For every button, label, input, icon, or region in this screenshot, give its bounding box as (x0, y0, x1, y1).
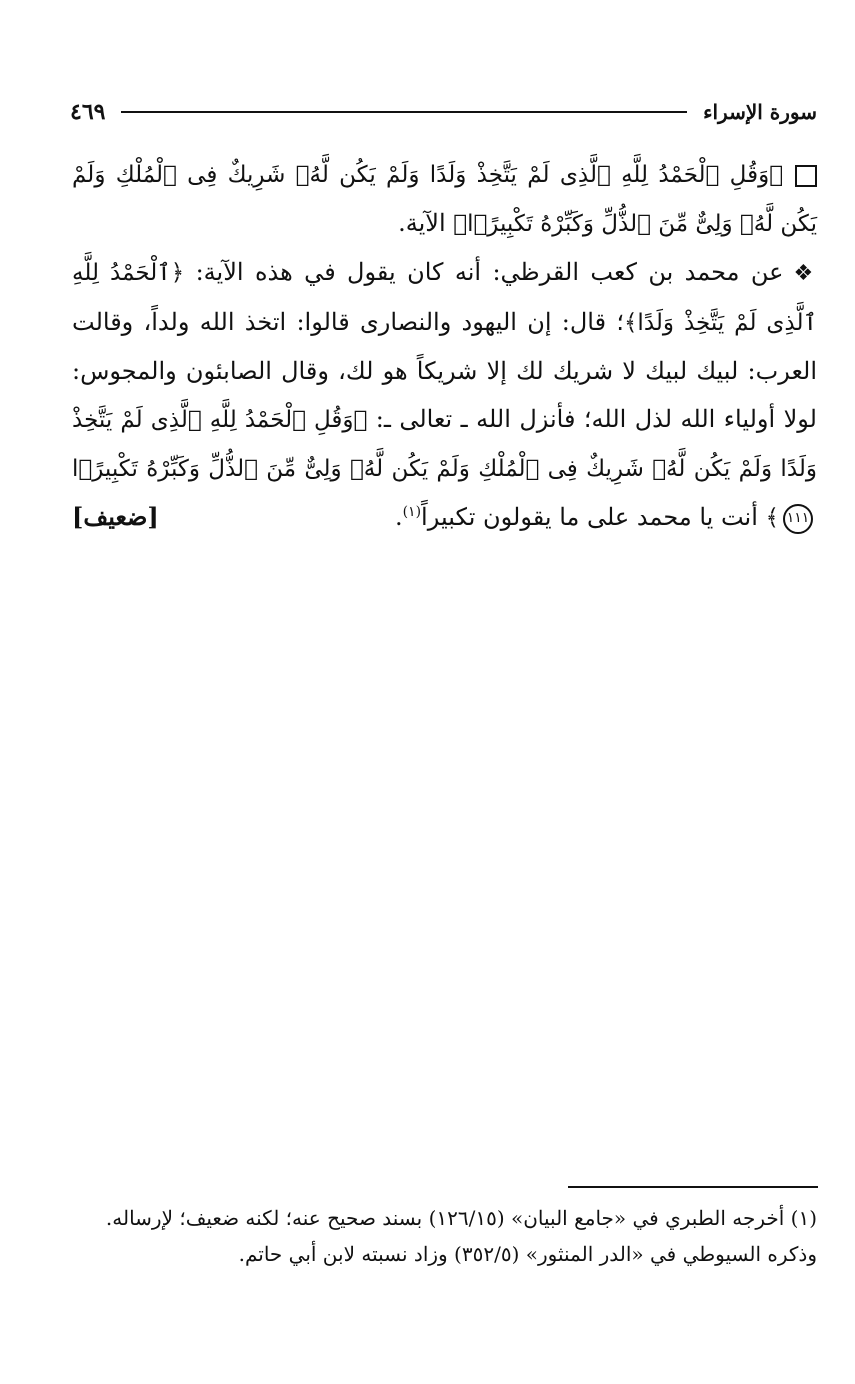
narration-end: أنت يا محمد على ما يقولون تكبيراً (421, 503, 758, 531)
header-rule (121, 111, 687, 113)
narration-body: ؛ قال: إن اليهود والنصارى قالوا: اتخذ الله ولداً، وقالت العرب: لبيك لبيك لا شريك لك إلا شريكاً هو لك، وقال الصابئون والمجوس: لولا أولياء الله لذل الله؛ فأنزل الله ـ تعالى ـ: (72, 308, 817, 433)
diamond-bullet-icon: ❖ (793, 261, 817, 286)
footnote-1: (١) أخرجه الطبري في «جامع البيان» (١٢٦/١٥) بسند صحيح عنه؛ لكنه ضعيف؛ لإرساله. (105, 1206, 817, 1230)
quote-short: ﴿ٱلْحَمْدُ لِلَّهِ ٱلَّذِى لَمْ يَتَّخِذْ وَلَدًا﴾ (72, 260, 817, 336)
sentence-period: . (394, 503, 403, 531)
footnotes (72, 1200, 817, 1272)
footnote-1-continued: وذكره السيوطي في «الدر المنثور» (٣٥٢/٥) وزاد نسبته لابن أبي حاتم. (238, 1242, 817, 1266)
narration-paragraph (72, 248, 817, 542)
footnote-marker: (١) (402, 504, 422, 520)
verse-suffix: الآية. (398, 209, 446, 237)
main-text (72, 150, 817, 542)
quote-close: ﴾ (765, 505, 779, 531)
square-bullet-icon (795, 165, 817, 187)
footnote-separator (568, 1186, 818, 1188)
surah-title: سورة الإسراء (703, 100, 817, 124)
quote-full: ﴿وَقُلِ ٱلْحَمْدُ لِلَّهِ ٱلَّذِى لَمْ يَتَّخِذْ وَلَدًا وَلَمْ يَكُن لَّهُۥ شَرِيكٌ فِى ٱلْمُلْكِ وَلَمْ يَكُن لَّهُۥ وَلِىٌّ مِّنَ ٱلذُّلِّ وَكَبِّرْهُ تَكْبِيرًۢا (72, 407, 817, 482)
narration-intro: عن محمد بن كعب القرظي: أنه كان يقول في هذه الآية: (195, 258, 784, 286)
grading-label: [ضعيف] (72, 502, 159, 531)
verse-quote: ﴿وَقُلِ ٱلْحَمْدُ لِلَّهِ ٱلَّذِى لَمْ يَتَّخِذْ وَلَدًا وَلَمْ يَكُن لَّهُۥ شَرِيكٌ فِى ٱلْمُلْكِ وَلَمْ يَكُن لَّهُۥ وَلِىٌّ مِّنَ ٱلذُّلِّ وَكَبِّرْهُ تَكْبِيرًۢا﴾ (72, 162, 817, 237)
running-header (70, 92, 817, 132)
page-number: ٤٦٩ (70, 99, 106, 125)
verse-number-medallion: ١١١ (783, 504, 813, 534)
verse-paragraph (72, 150, 817, 248)
